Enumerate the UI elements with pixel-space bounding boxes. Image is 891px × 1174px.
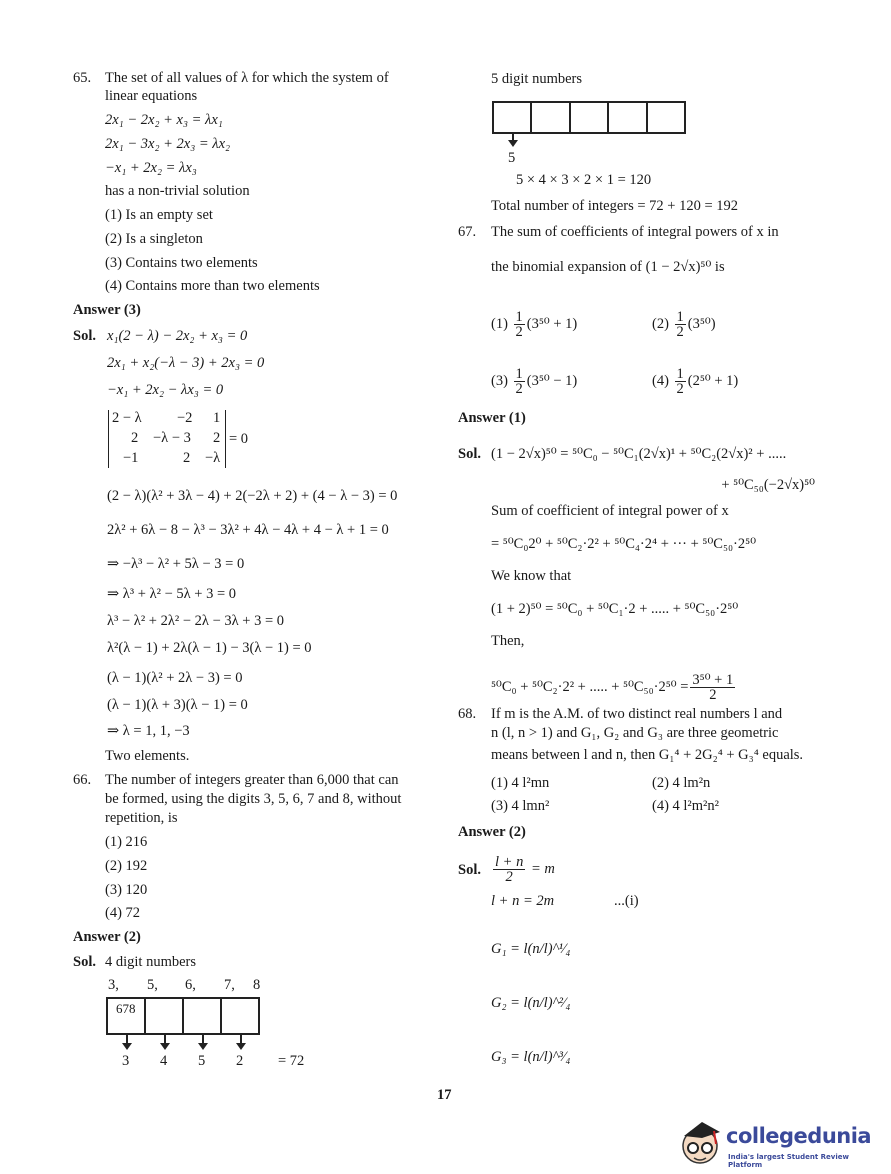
det-cell: 2 [213,430,221,446]
count: 5 [508,150,516,166]
question-text: n (l, n > 1) and G₁, G₂ and G₃ are three geometric [491,725,779,741]
solution-step: 2λ² + 6λ − 8 − λ³ − 3λ² + 4λ − 4λ + 4 − λ + 1 = 0 [107,522,389,538]
digit: 6, [185,977,196,993]
logo-wordmark: collegedunia [726,1124,872,1148]
numerator: l + n [495,854,524,870]
solution-step: λ²(λ − 1) + 2λ(λ − 1) − 3(λ − 1) = 0 [107,640,312,656]
option-label: (1) [491,315,508,332]
arrow-down-icon [512,133,514,141]
final-lhs: ⁵⁰C₀ + ⁵⁰C₂·2² + ..... + ⁵⁰C₅₀·2⁵⁰ = [491,678,689,695]
equation-ref: ...(i) [614,893,639,909]
solution-step: (λ − 1)(λ + 3)(λ − 1) = 0 [107,697,248,713]
answer: Answer (2) [458,824,526,840]
denominator: 2 [515,324,523,340]
solution-line: 5 × 4 × 3 × 2 × 1 = 120 [516,172,652,188]
frac-rhs: = m [530,860,555,877]
equation: −x₁ + 2x₂ = λx₃ [105,160,197,176]
fraction [514,310,525,339]
arrow-down-icon [126,1034,128,1044]
option-label: (2) [652,315,669,332]
collegedunia-logo [680,1114,880,1170]
digit: 5, [147,977,158,993]
det-cell: −λ [205,450,221,466]
solution-line: (1 + 2)⁵⁰ = ⁵⁰C₀ + ⁵⁰C₁·2 + ..... + ⁵⁰C₅₀·2⁵⁰ [491,601,739,617]
denominator: 2 [505,869,513,885]
option: (1) 216 [105,834,148,850]
solution-line: 5 digit numbers [491,71,583,87]
option-label: (4) [652,372,669,389]
question-text: has a non-trivial solution [105,183,250,199]
four-digit-boxes [106,997,260,1035]
question-text: The sum of coefficients of integral powers of x in [491,224,779,240]
mascot-icon [680,1114,724,1168]
equation: 2x₁ − 2x₂ + x₃ = λx₁ [105,112,223,128]
question-text: repetition, is [105,810,178,826]
option: (3) 4 lmn² [491,798,550,814]
question-text: The number of integers greater than 6,000 that can [105,772,399,788]
numerator: 1 [515,309,523,325]
determinant [108,410,226,468]
det-cell: −2 [177,410,193,426]
equation: 2x₁ − 3x₂ + 2x₃ = λx₂ [105,136,231,152]
numerator: 3⁵⁰ + 1 [692,672,734,688]
solution-line: = ⁵⁰C₀2⁰ + ⁵⁰C₂·2² + ⁵⁰C₄·2⁴ + ··· + ⁵⁰C₅₀·2⁵⁰ [491,536,757,552]
option: (4) Contains more than two elements [105,278,320,294]
solution-line: −x₁ + 2x₂ − λx₃ = 0 [107,382,224,398]
digit: 3, [108,977,119,993]
solution-step: ⇒ λ³ + λ² − 5λ + 3 = 0 [107,586,237,602]
solution-line: Total number of integers = 72 + 120 = 192 [491,198,739,214]
numerator: 1 [676,366,684,382]
option: (4) 4 l²m²n² [652,798,720,814]
fraction [675,367,686,396]
solution-line: + ⁵⁰C₅₀(−2√x)⁵⁰ [721,477,815,493]
page-number: 17 [437,1087,452,1103]
five-digit-boxes [492,101,686,134]
option: (3) Contains two elements [105,255,258,271]
solution-label: Sol. [73,954,96,970]
count: 3 [122,1053,130,1069]
logo-tagline: India's largest Student Review Platform [728,1153,849,1169]
det-cell: −λ − 3 [153,430,191,446]
box-cell [184,999,222,1033]
det-cell: 2 [183,450,191,466]
box-cell: 678 [108,999,146,1033]
count: 5 [198,1053,206,1069]
question-number: 68. [458,706,477,722]
denominator: 2 [676,324,684,340]
solution-step: Two elements. [105,748,190,764]
box-cell [609,103,647,132]
solution-line: G₃ = l(n/l)^³⁄₄ [491,1049,571,1065]
option-expr: (2⁵⁰ + 1) [687,372,739,389]
solution-line [491,855,555,884]
box-cell [222,999,258,1033]
numerator: 1 [515,366,523,382]
fraction [493,855,525,884]
solution-step: λ³ − λ² + 2λ² − 2λ − 3λ + 3 = 0 [107,613,285,629]
det-cell: 1 [213,410,221,426]
question-number: 66. [73,772,92,788]
digit: 8 [253,977,261,993]
fraction [675,310,686,339]
box-cell [532,103,570,132]
option-label: (3) [491,372,508,389]
solution-label: Sol. [73,328,96,344]
solution-line [491,673,737,702]
option-expr: (3⁵⁰ + 1) [526,315,578,332]
count: 4 [160,1053,168,1069]
solution-step: (λ − 1)(λ² + 2λ − 3) = 0 [107,670,243,686]
digit: 7, [224,977,235,993]
count: 2 [236,1053,244,1069]
denominator: 2 [709,687,717,703]
solution-line: We know that [491,568,572,584]
solution-line: Sum of coefficient of integral power of x [491,503,729,519]
det-cell: 2 − λ [112,410,142,426]
solution-step: (2 − λ)(λ² + 3λ − 4) + 2(−2λ + 2) + (4 − λ − 3) = 0 [107,488,398,504]
option: (2) 192 [105,858,148,874]
det-equals: = 0 [229,431,249,447]
solution-label: Sol. [458,446,481,462]
numerator: 1 [676,309,684,325]
answer: Answer (1) [458,410,526,426]
det-cell: −1 [123,450,139,466]
question-number: 67. [458,224,477,240]
solution-step: ⇒ λ = 1, 1, −3 [107,723,190,739]
option [491,367,577,396]
count-total: = 72 [278,1053,305,1069]
question-text: linear equations [105,88,198,104]
option [652,310,716,339]
question-text: means between l and n, then G₁⁴ + 2G₂⁴ + G₃⁴ equals. [491,747,804,763]
box-cell [146,999,184,1033]
option: (4) 72 [105,905,141,921]
solution-line: l + n = 2m [491,893,555,909]
arrow-down-icon [164,1034,166,1044]
solution-line: 4 digit numbers [105,954,197,970]
option: (1) 4 l²mn [491,775,550,791]
option [652,367,738,396]
option [491,310,577,339]
solution-line: G₂ = l(n/l)^²⁄₄ [491,995,571,1011]
question-text: the binomial expansion of (1 − 2√x)⁵⁰ is [491,259,725,275]
fraction [690,673,735,702]
det-cell: 2 [131,430,139,446]
denominator: 2 [515,381,523,397]
fraction [514,367,525,396]
answer: Answer (2) [73,929,141,945]
option: (3) 120 [105,882,148,898]
solution-line: x₁(2 − λ) − 2x₂ + x₃ = 0 [107,328,248,344]
solution-label: Sol. [458,862,481,878]
question-text: be formed, using the digits 3, 5, 6, 7 and 8, without [105,791,402,807]
solution-line: (1 − 2√x)⁵⁰ = ⁵⁰C₀ − ⁵⁰C₁(2√x)¹ + ⁵⁰C₂(2√x)² + ..... [491,446,787,462]
box-cell [494,103,532,132]
option-expr: (3⁵⁰ − 1) [526,372,578,389]
box-cell [571,103,609,132]
solution-step: ⇒ −λ³ − λ² + 5λ − 3 = 0 [107,556,245,572]
option: (2) 4 lm²n [652,775,711,791]
question-text: The set of all values of λ for which the system of [105,70,389,86]
box-cell [648,103,684,132]
denominator: 2 [676,381,684,397]
solution-line: G₁ = l(n/l)^¹⁄₄ [491,941,571,957]
answer: Answer (3) [73,302,141,318]
option: (2) Is a singleton [105,231,203,247]
question-number: 65. [73,70,92,86]
arrow-down-icon [240,1034,242,1044]
solution-line: 2x₁ + x₂(−λ − 3) + 2x₃ = 0 [107,355,265,371]
option-expr: (3⁵⁰) [687,315,716,332]
arrow-down-icon [202,1034,204,1044]
solution-line: Then, [491,633,525,649]
question-text: If m is the A.M. of two distinct real numbers l and [491,706,783,722]
option: (1) Is an empty set [105,207,213,223]
